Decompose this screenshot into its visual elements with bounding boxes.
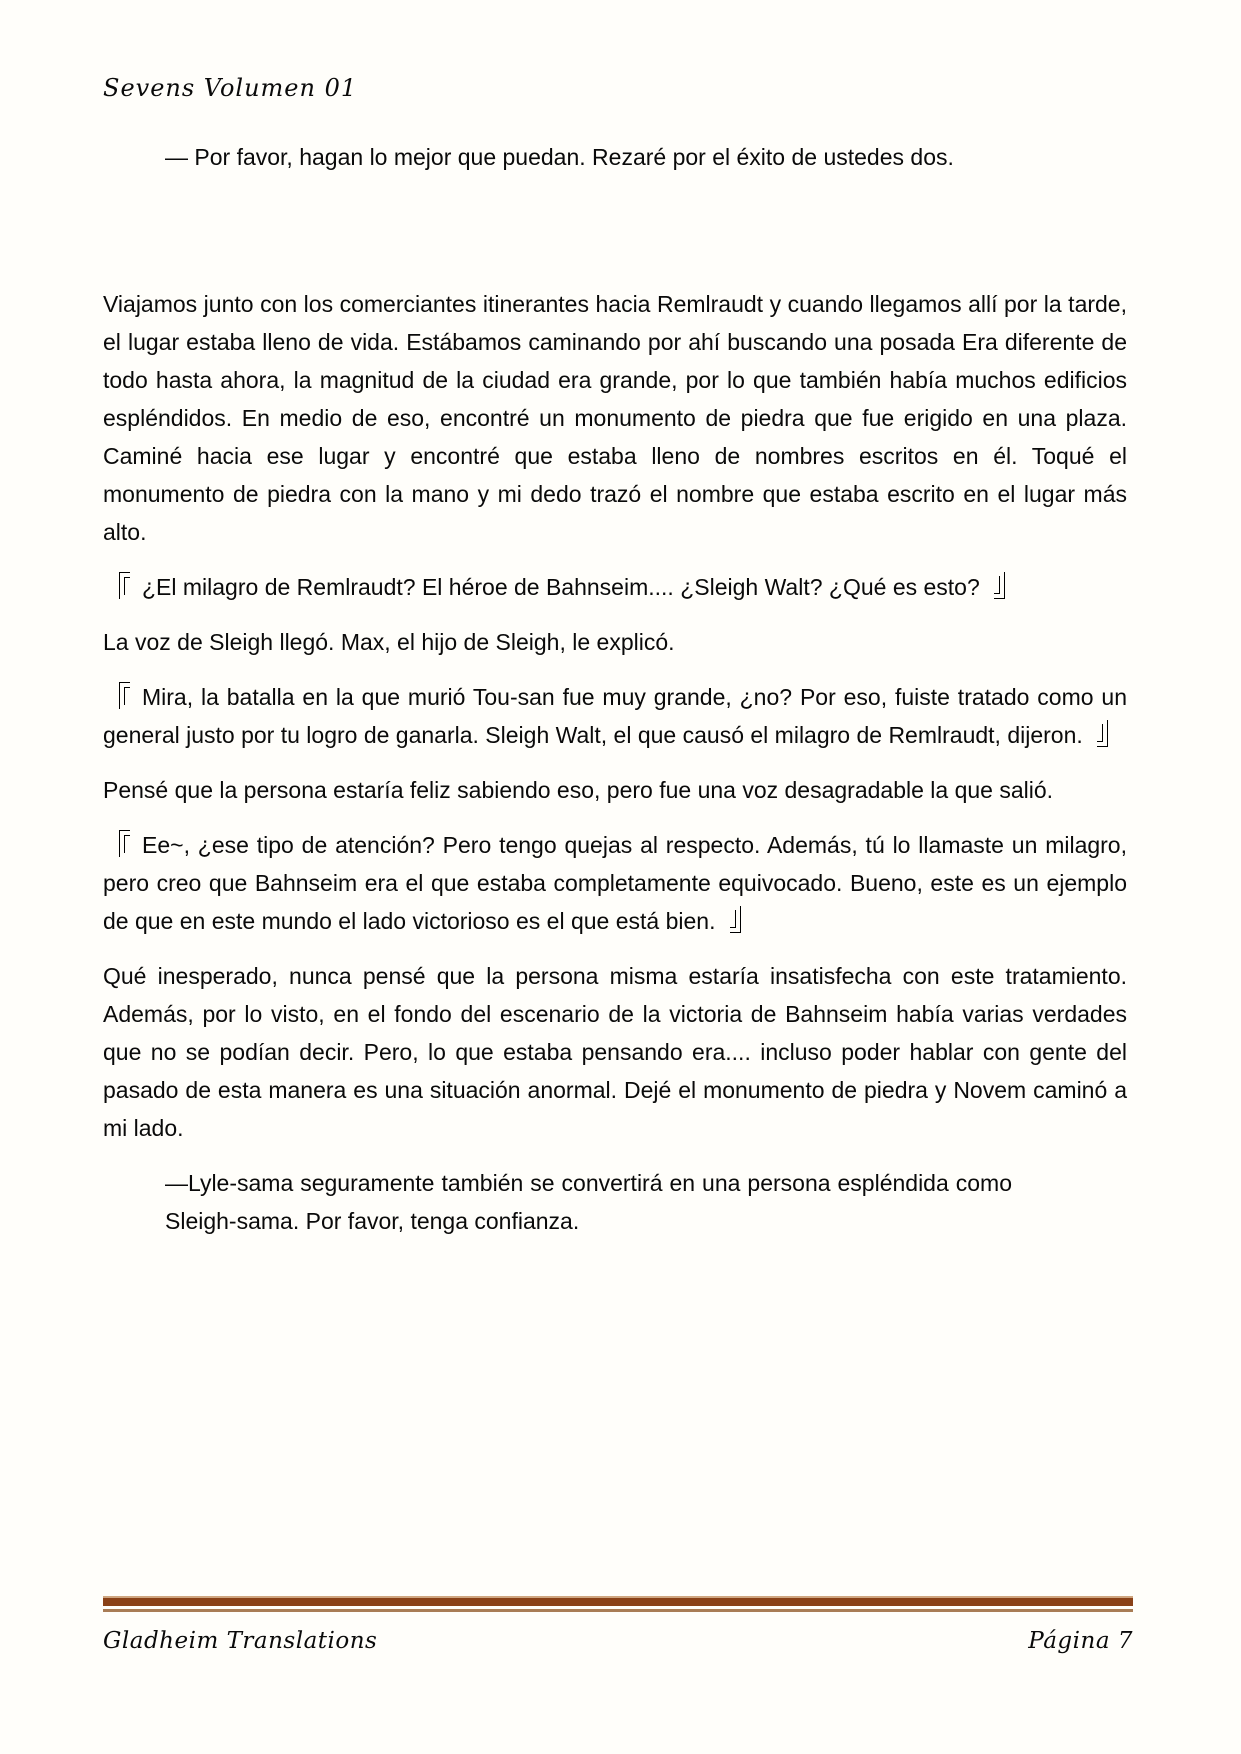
footer-divider-thick-line xyxy=(103,1596,1133,1606)
content xyxy=(103,138,1127,1240)
footer-divider-thin-line xyxy=(103,1609,1133,1612)
blank-space xyxy=(103,193,1127,285)
dialogue-paragraph: ¿El milagro de Remlraudt? El héroe de Bahnseim.... ¿Sleigh Walt? ¿Qué es esto? xyxy=(103,568,1127,606)
aside-dialogue-paragraph: — Por favor, hagan lo mejor que puedan. Rezaré por el éxito de ustedes dos. xyxy=(165,144,954,170)
body-paragraph: Viajamos junto con los comerciantes itinerantes hacia Remlraudt y cuando llegamos allí por la tarde, el lugar estaba lleno de vida. Estábamos caminando por ahí buscando una posada Era diferente de todo hasta ahora, la magnitud de la ciudad era grande, por lo que también había muchos edificios espléndidos. En medio de eso, encontré un monumento de piedra que fue erigido en una plaza. Caminé hacia ese lugar y encontré que estaba lleno de nombres escritos en él. Toqué el monumento de piedra con la mano y mi dedo trazó el nombre que estaba escrito en el lugar más alto. xyxy=(103,291,1127,545)
footer-divider xyxy=(103,1596,1133,1612)
page-footer xyxy=(103,1596,1133,1654)
close-corner-bracket-icon xyxy=(728,906,741,933)
open-corner-bracket-icon xyxy=(119,830,132,857)
body-paragraph: Pensé que la persona estaría feliz sabiendo eso, pero fue una voz desagradable la que salió. xyxy=(103,777,1054,803)
dialogue-paragraph: Ee~, ¿ese tipo de atención? Pero tengo quejas al respecto. Además, tú lo llamaste un milagro, pero creo que Bahnseim era el que estaba completamente equivocado. Bueno, este es un ejemplo de que en este mundo el lado victorioso es el que está bien. xyxy=(103,832,1127,934)
page-header-title: Sevens Volumen 01 xyxy=(103,74,358,102)
footer-page-number: Página 7 xyxy=(1028,1628,1133,1654)
open-corner-bracket-icon xyxy=(119,572,132,599)
aside-dialogue-paragraph: —Lyle-sama seguramente también se convertirá en una persona espléndida como Sleigh-sama. Por favor, tenga confianza. xyxy=(165,1170,1012,1234)
close-corner-bracket-icon xyxy=(992,572,1005,599)
body-paragraph: Qué inesperado, nunca pensé que la persona misma estaría insatisfecha con este tratamiento. Además, por lo visto, en el fondo del escenario de la victoria de Bahnseim había varias verdades que no se podían decir. Pero, lo que estaba pensando era.... incluso poder hablar con gente del pasado de esta manera es una situación anormal. Dejé el monumento de piedra y Novem caminó a mi lado. xyxy=(103,963,1127,1141)
close-corner-bracket-icon xyxy=(1095,720,1108,747)
dialogue-paragraph: Mira, la batalla en la que murió Tou-san fue muy grande, ¿no? Por eso, fuiste tratado como un general justo por tu logro de ganarla. Sleigh Walt, el que causó el milagro de Remlraudt, dijeron. xyxy=(103,684,1127,748)
footer-translator-credit: Gladheim Translations xyxy=(103,1628,378,1654)
open-corner-bracket-icon xyxy=(119,682,132,709)
body-paragraph: La voz de Sleigh llegó. Max, el hijo de Sleigh, le explicó. xyxy=(103,629,675,655)
